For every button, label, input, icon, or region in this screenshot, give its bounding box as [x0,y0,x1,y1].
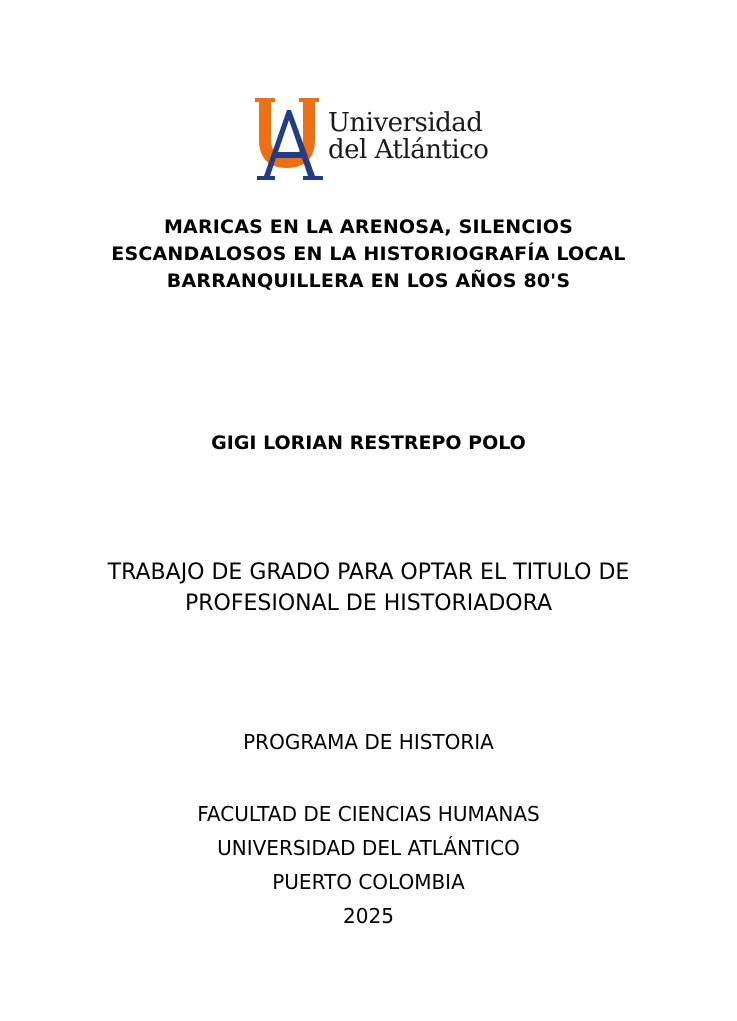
thesis-title-line-2: ESCANDALOSOS EN LA HISTORIOGRAFÍA LOCAL [111,243,626,265]
thesis-title-line-3: BARRANQUILLERA EN LOS AÑOS 80'S [166,270,571,292]
program-name: PROGRAMA DE HISTORIA [243,730,494,754]
author-name: GIGI LORIAN RESTREPO POLO [211,432,526,454]
degree-line-2: PROFESIONAL DE HISTORIADORA [184,591,553,616]
city-name: PUERTO COLOMBIA [272,870,465,894]
logo-line-del-atlantico: del Atlántico [328,135,489,165]
degree-statement [40,557,697,619]
logo-line-universidad: Universidad [328,108,483,138]
year: 2025 [343,904,394,928]
thesis-title [60,214,677,295]
degree-line-1: TRABAJO DE GRADO PARA OPTAR EL TITULO DE [107,560,630,585]
ua-monogram-icon [253,96,325,182]
institution-block [60,797,677,933]
faculty-name: FACULTAD DE CIENCIAS HUMANAS [197,802,540,826]
university-logo [253,96,493,184]
university-name: UNIVERSIDAD DEL ATLÁNTICO [217,836,520,860]
thesis-title-line-1: MARICAS EN LA ARENOSA, SILENCIOS [163,216,574,238]
logo-wordmark [328,110,488,164]
